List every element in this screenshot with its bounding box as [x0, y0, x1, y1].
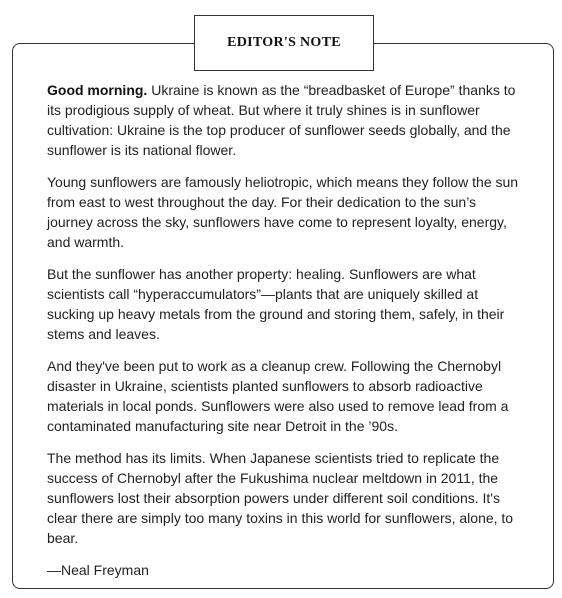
- note-paragraph-5: The method has its limits. When Japanese scientists tried to replicate the success of Chernobyl after the Fukushima nuclear meltdown in 2011, the sunflowers lost their absorption powers under different soil conditions. It's clear there are simply too many toxins in this world for sunflowers, alone, to bear.: [47, 450, 514, 546]
- note-paragraph-2: Young sunflowers are famously heliotropic, which means they follow the sun from east to west throughout the day. For their dedication to the sun’s journey across the sky, sunflowers have come to represent loyalty, energy, and warmth.: [47, 174, 519, 250]
- note-paragraph-4: And they've been put to work as a cleanup crew. Following the Chernobyl disaster in Ukraine, scientists planted sunflowers to absorb radioactive materials in local ponds. Sunflowers were also used to remove lead from a contaminated manufacturing site near Detroit in the ’90s.: [47, 358, 509, 434]
- note-paragraph-1: [47, 80, 525, 160]
- note-greeting: Good morning.: [47, 82, 148, 98]
- editors-note-body: [47, 80, 525, 592]
- note-signature: —Neal Freyman: [47, 562, 149, 578]
- editors-note-label: EDITOR'S NOTE: [194, 15, 374, 71]
- note-paragraph-3: But the sunflower has another property: healing. Sunflowers are what scientists call “hyperaccumulators”—plants that are uniquely skilled at sucking up heavy metals from the ground and storing them, safely, in their stems and leaves.: [47, 266, 505, 342]
- note-paragraph-1-text: Ukraine is known as the “breadbasket of Europe” thanks to its prodigious supply of wheat. But where it truly shines is in sunflower cultivation: Ukraine is the top producer of sunflower seeds globally, and the sunflower is its national flower.: [47, 82, 516, 158]
